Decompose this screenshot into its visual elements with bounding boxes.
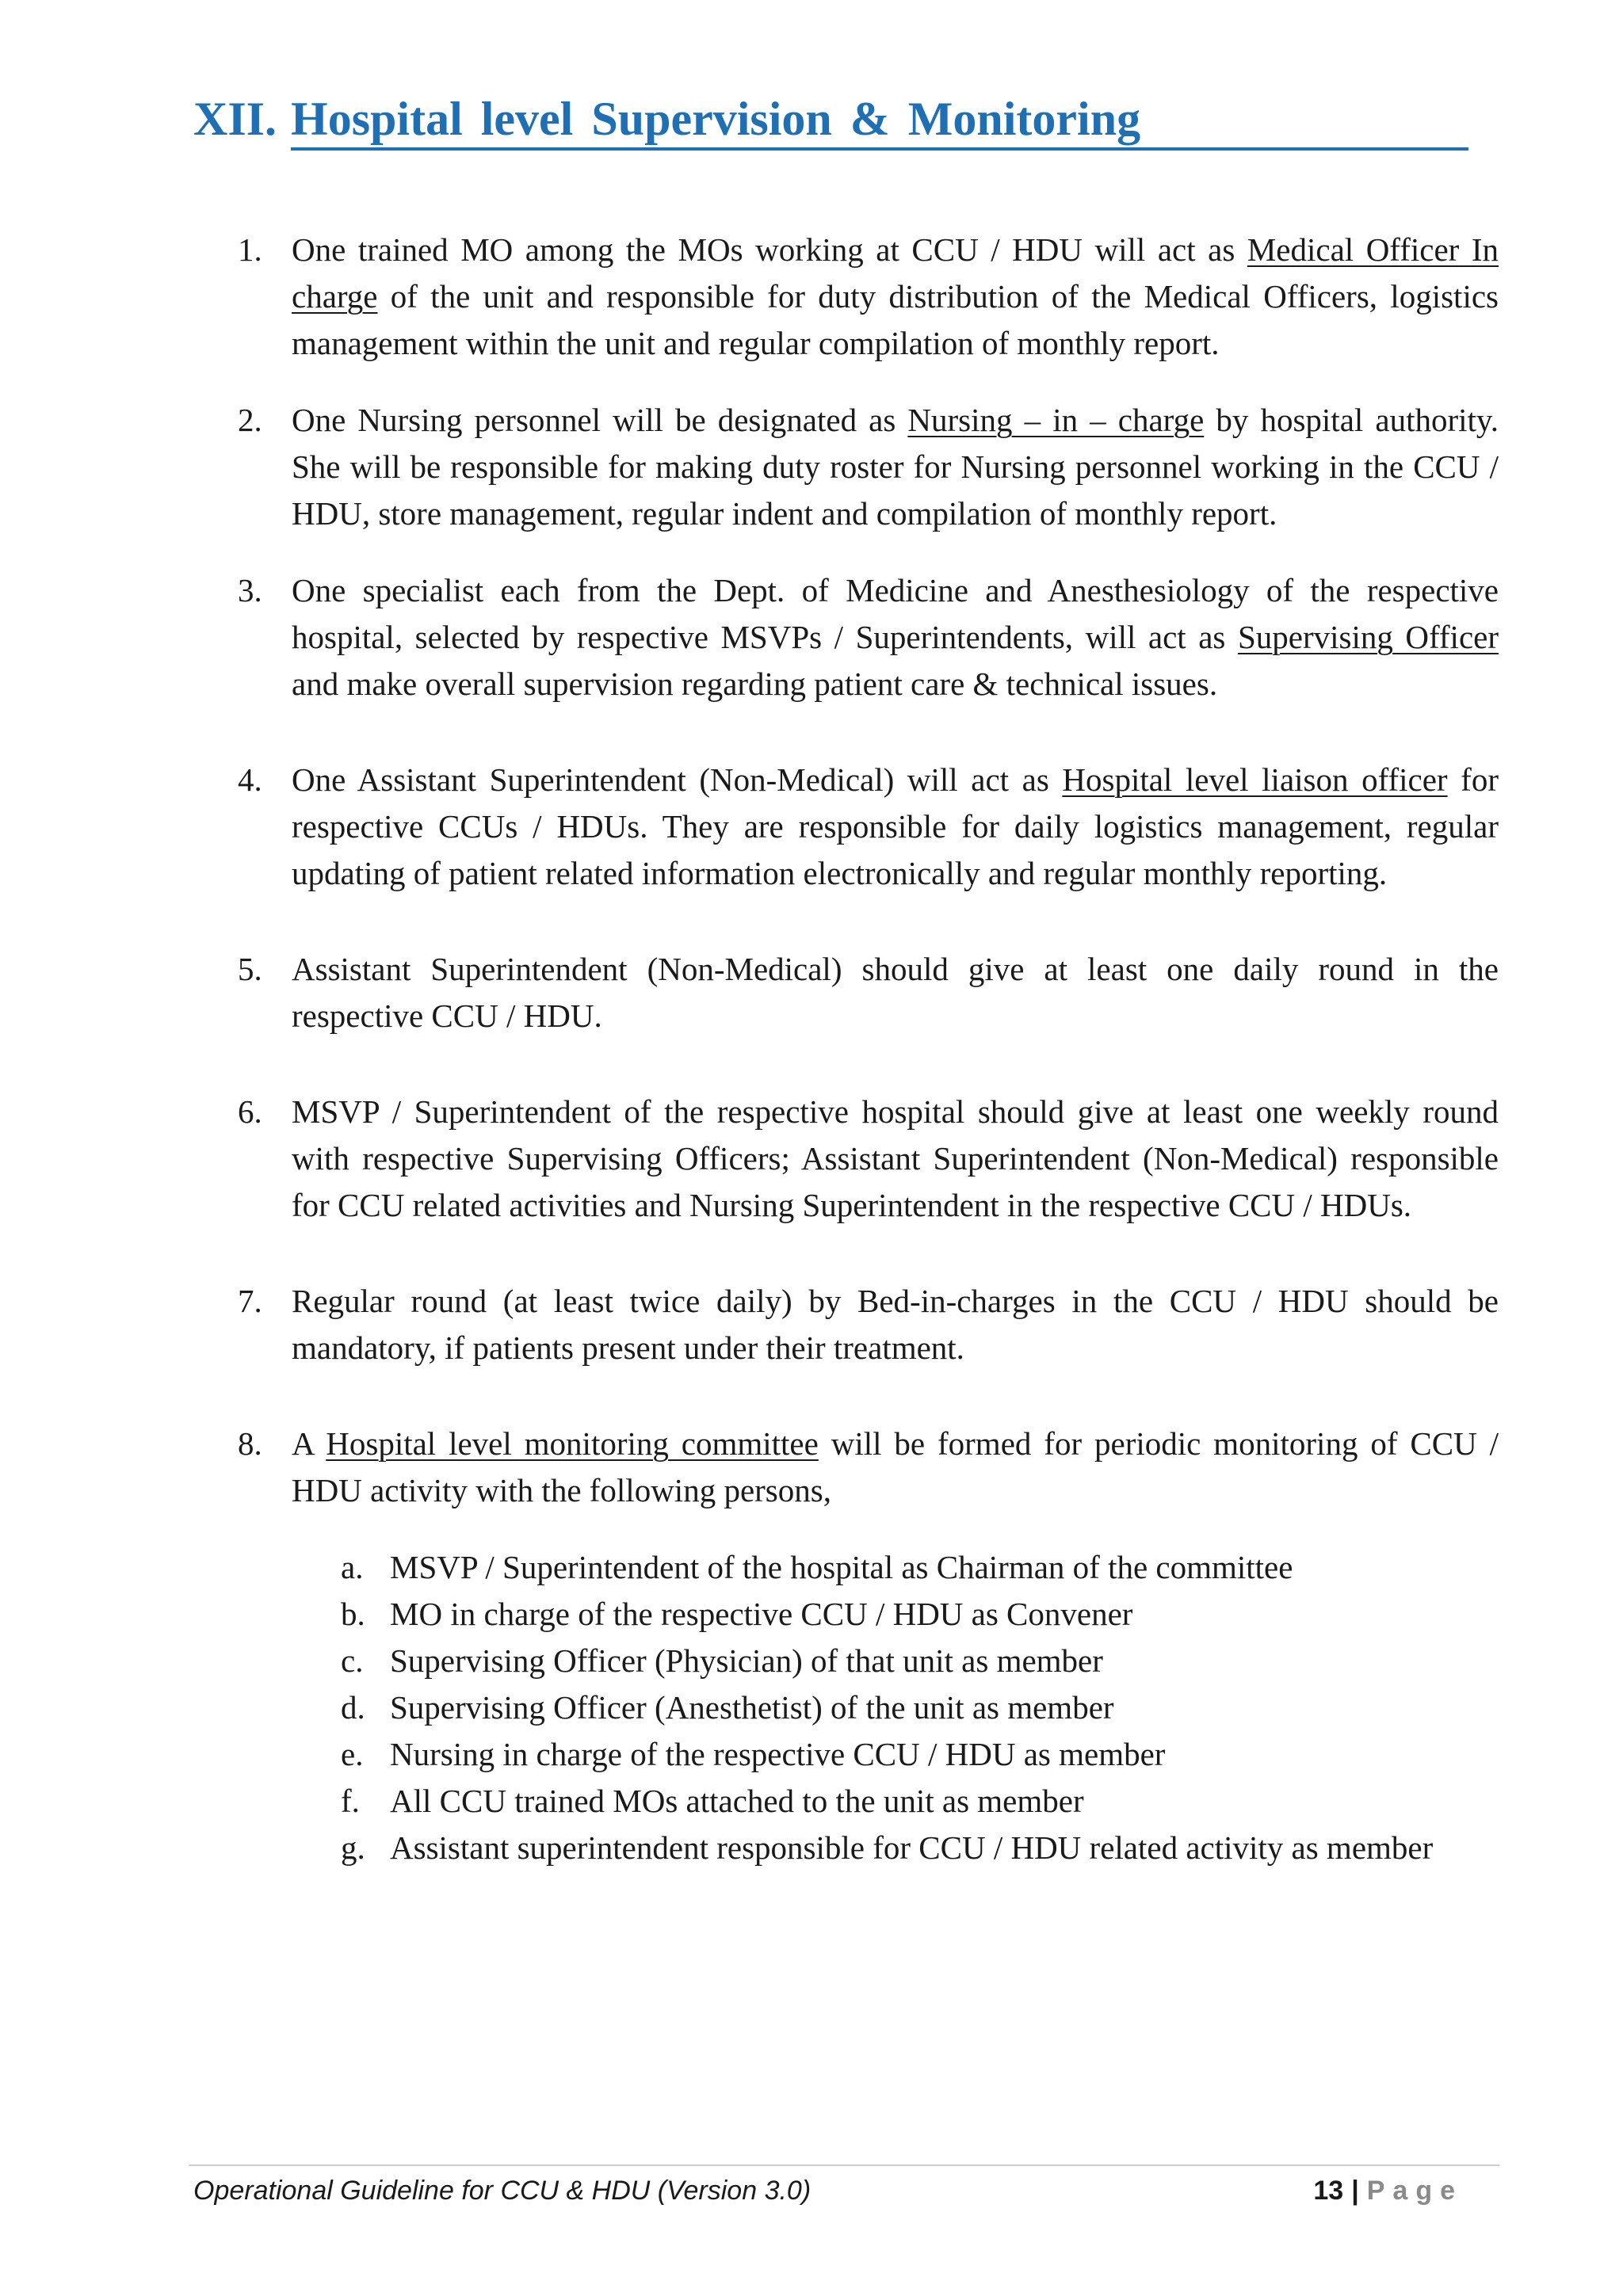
committee-member-item	[292, 1544, 1499, 1591]
sub-item-letter: d.	[341, 1689, 365, 1726]
section-number: XII.	[193, 93, 277, 145]
footer-page-indicator	[1313, 2171, 1463, 2210]
text-run: MSVP / Superintendent of the respective hospital should give at least one weekly round with respective Supervising Officers; Assistant Superintendent (Non-Medical) responsible for CCU related activities and Nursing Superintendent in the respective CCU / HDUs.	[292, 1093, 1499, 1223]
page-separator: |	[1351, 2176, 1359, 2206]
committee-member-item	[292, 1731, 1499, 1778]
text-run: will be formed for periodic monitoring of CCU / HDU activity with the following persons,	[292, 1425, 1499, 1508]
list-item	[238, 397, 1499, 537]
list-item	[238, 1089, 1499, 1229]
guideline-list	[238, 227, 1499, 1871]
list-item	[238, 1278, 1499, 1371]
section-heading	[193, 86, 1468, 152]
list-item-text	[292, 1283, 1499, 1366]
list-item-number: 5.	[238, 951, 262, 987]
sub-item-text: Supervising Officer (Physician) of that unit as member	[390, 1642, 1103, 1679]
text-run: Regular round (at least twice daily) by Bed-in-charges in the CCU / HDU should be mandatory, if patients present under their treatment.	[292, 1283, 1499, 1366]
committee-member-item	[292, 1778, 1499, 1825]
committee-member-item	[292, 1684, 1499, 1731]
list-item-text	[292, 402, 1499, 532]
list-item-text	[292, 1093, 1499, 1223]
sub-item-text: MO in charge of the respective CCU / HDU as Convener	[390, 1596, 1133, 1632]
designation-term: Nursing – in – charge	[907, 402, 1205, 438]
list-item-number: 8.	[238, 1425, 262, 1462]
list-item	[238, 227, 1499, 367]
committee-member-item	[292, 1638, 1499, 1684]
sub-item-text: MSVP / Superintendent of the hospital as Chairman of the committee	[390, 1549, 1293, 1585]
list-item	[238, 567, 1499, 707]
committee-member-item	[292, 1825, 1499, 1871]
text-run: by hospital authority. She will be responsible for making duty roster for Nursing personnel working in the CCU / HDU, store management, regular indent and compilation of monthly report.	[292, 402, 1499, 532]
list-item	[238, 757, 1499, 897]
sub-item-text: Nursing in charge of the respective CCU / HDU as member	[390, 1736, 1166, 1772]
sub-item-letter: g.	[341, 1829, 365, 1866]
designation-term: Medical Officer In charge	[292, 231, 1499, 315]
page-number: 13	[1313, 2176, 1344, 2206]
designation-term: Hospital level monitoring committee	[326, 1425, 819, 1462]
list-item	[238, 1421, 1499, 1871]
list-item-text	[292, 951, 1499, 1034]
text-run: for respective CCUs / HDUs. They are responsible for daily logistics management, regular updating of patient related information electronically and regular monthly reporting.	[292, 761, 1499, 891]
list-item-text	[292, 231, 1499, 361]
text-run: One specialist each from the Dept. of Medicine and Anesthesiology of the respective hospital, selected by respective MSVPs / Superintendents, will act as	[292, 572, 1499, 655]
list-item-number: 4.	[238, 761, 262, 798]
footer-document-title: Operational Guideline for CCU & HDU (Version 3.0)	[193, 2176, 812, 2206]
list-item-number: 7.	[238, 1283, 262, 1319]
list-item-number: 3.	[238, 572, 262, 608]
list-item-text	[292, 761, 1499, 891]
page-label: Page	[1366, 2176, 1463, 2206]
list-item-number: 2.	[238, 402, 262, 438]
sub-item-letter: c.	[341, 1642, 364, 1679]
list-item-text	[292, 1425, 1499, 1508]
designation-term: Hospital level liaison officer	[1062, 761, 1448, 798]
text-run: Assistant Superintendent (Non-Medical) should give at least one daily round in the respective CCU / HDU.	[292, 951, 1499, 1034]
footer-divider	[189, 2164, 1499, 2166]
list-item	[238, 946, 1499, 1039]
committee-member-list	[292, 1544, 1499, 1871]
text-run: and make overall supervision regarding patient care & technical issues.	[292, 666, 1218, 702]
sub-item-letter: b.	[341, 1596, 365, 1632]
list-item-number: 6.	[238, 1093, 262, 1130]
sub-item-letter: f.	[341, 1783, 360, 1819]
text-run: One trained MO among the MOs working at CCU / HDU will act as	[292, 231, 1247, 268]
section-title: Hospital level Supervision & Monitoring	[291, 90, 1468, 151]
designation-term: Supervising Officer	[1237, 619, 1499, 655]
list-item-number: 1.	[238, 231, 262, 268]
sub-item-letter: e.	[341, 1736, 364, 1772]
text-run: One Nursing personnel will be designated as	[292, 402, 908, 438]
text-run: One Assistant Superintendent (Non-Medical) will act as	[292, 761, 1063, 798]
committee-member-item	[292, 1591, 1499, 1638]
text-run: A	[292, 1425, 327, 1462]
sub-item-text: All CCU trained MOs attached to the unit as member	[390, 1783, 1084, 1819]
sub-item-text: Supervising Officer (Anesthetist) of the unit as member	[390, 1689, 1114, 1726]
text-run: of the unit and responsible for duty distribution of the Medical Officers, logistics management within the unit and regular compilation of monthly report.	[292, 278, 1499, 361]
list-item-text	[292, 572, 1499, 702]
sub-item-letter: a.	[341, 1549, 364, 1585]
sub-item-text: Assistant superintendent responsible for CCU / HDU related activity as member	[390, 1829, 1434, 1866]
